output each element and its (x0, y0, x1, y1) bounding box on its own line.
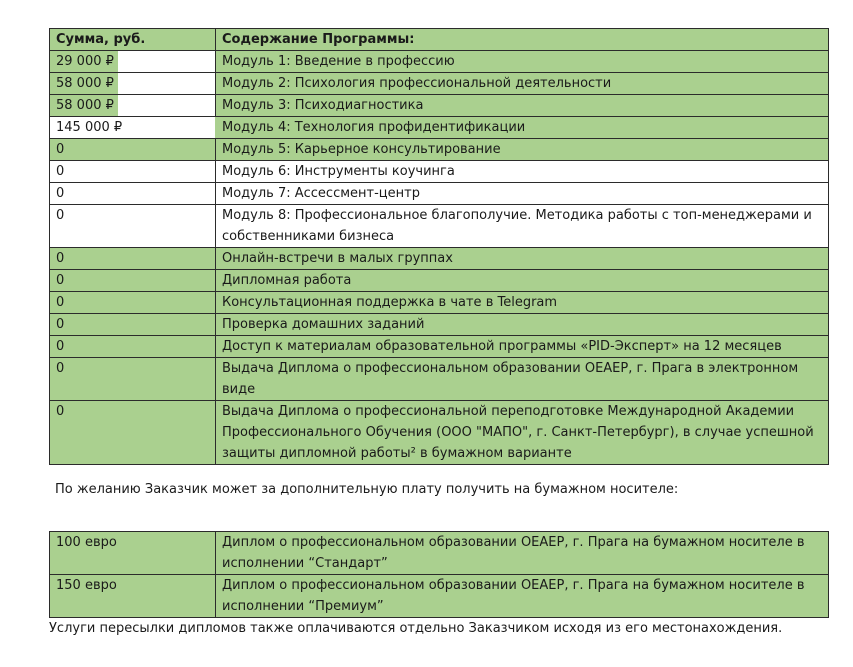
table-row (50, 205, 829, 248)
row-sum: 0 (50, 401, 216, 465)
table-row (50, 358, 829, 401)
row-sum: 100 евро (50, 532, 216, 575)
table-row (50, 51, 829, 73)
row-content: Модуль 4: Технология профидентификации (216, 117, 829, 139)
row-content: Модуль 5: Карьерное консультирование (216, 139, 829, 161)
row-content: Модуль 6: Инструменты коучинга (216, 161, 829, 183)
header-content: Содержание Программы: (216, 29, 829, 51)
row-content: Модуль 1: Введение в профессию (216, 51, 829, 73)
table-row (50, 575, 829, 618)
paper-diploma-table (49, 531, 829, 618)
table-row (50, 161, 829, 183)
row-content: Модуль 8: Профессиональное благополучие. Методика работы с топ-менеджерами и собственниками бизнеса (216, 205, 829, 248)
row-sum: 0 (50, 161, 216, 183)
row-sum: 0 (50, 139, 216, 161)
row-sum-value: 58 000 ₽ (50, 95, 118, 116)
row-content: Дипломная работа (216, 270, 829, 292)
row-content: Доступ к материалам образовательной программы «PID-Эксперт» на 12 месяцев (216, 336, 829, 358)
table-row (50, 183, 829, 205)
row-sum: 0 (50, 270, 216, 292)
row-content: Консультационная поддержка в чате в Telegram (216, 292, 829, 314)
header-sum: Сумма, руб. (50, 29, 216, 51)
row-sum (50, 95, 216, 117)
table-row (50, 336, 829, 358)
table-row (50, 401, 829, 465)
row-sum: 0 (50, 336, 216, 358)
row-content: Онлайн-встречи в малых группах (216, 248, 829, 270)
optional-purchase-note: По желанию Заказчик может за дополнительную плату получить на бумажном носителе: (55, 482, 679, 497)
row-content: Модуль 7: Ассессмент-центр (216, 183, 829, 205)
row-sum: 0 (50, 183, 216, 205)
row-content: Диплом о профессиональном образовании OEAEP, г. Прага на бумажном носителе в исполнении “Премиум” (216, 575, 829, 618)
row-sum: 0 (50, 292, 216, 314)
table-row (50, 248, 829, 270)
row-content: Модуль 3: Психодиагностика (216, 95, 829, 117)
row-sum: 0 (50, 205, 216, 248)
table-row (50, 314, 829, 336)
table-row (50, 532, 829, 575)
table-header-row (50, 29, 829, 51)
row-sum: 150 евро (50, 575, 216, 618)
table-row (50, 117, 829, 139)
row-content: Модуль 2: Психология профессиональной деятельности (216, 73, 829, 95)
row-sum-value: 58 000 ₽ (50, 73, 118, 94)
program-cost-table (49, 28, 829, 465)
row-sum (50, 73, 216, 95)
shipping-note: Услуги пересылки дипломов также оплачиваются отдельно Заказчиком исходя из его местонахождения. (49, 621, 783, 636)
table-row (50, 95, 829, 117)
row-sum-value: 29 000 ₽ (50, 51, 118, 72)
row-sum: 0 (50, 314, 216, 336)
row-content: Выдача Диплома о профессиональной переподготовке Международной Академии Профессионального Обучения (ООО "МАПО", г. Санкт-Петербург), в случае успешной защиты дипломной работы² в бумажном варианте (216, 401, 829, 465)
table-row (50, 73, 829, 95)
row-content: Диплом о профессиональном образовании OEAEP, г. Прага на бумажном носителе в исполнении “Стандарт” (216, 532, 829, 575)
row-content: Проверка домашних заданий (216, 314, 829, 336)
table-row (50, 139, 829, 161)
table-row (50, 270, 829, 292)
row-sum (50, 51, 216, 73)
row-sum: 0 (50, 248, 216, 270)
row-sum: 0 (50, 358, 216, 401)
row-content: Выдача Диплома о профессиональном образовании OEAEP, г. Прага в электронном виде (216, 358, 829, 401)
row-sum: 145 000 ₽ (50, 117, 216, 139)
table-row (50, 292, 829, 314)
